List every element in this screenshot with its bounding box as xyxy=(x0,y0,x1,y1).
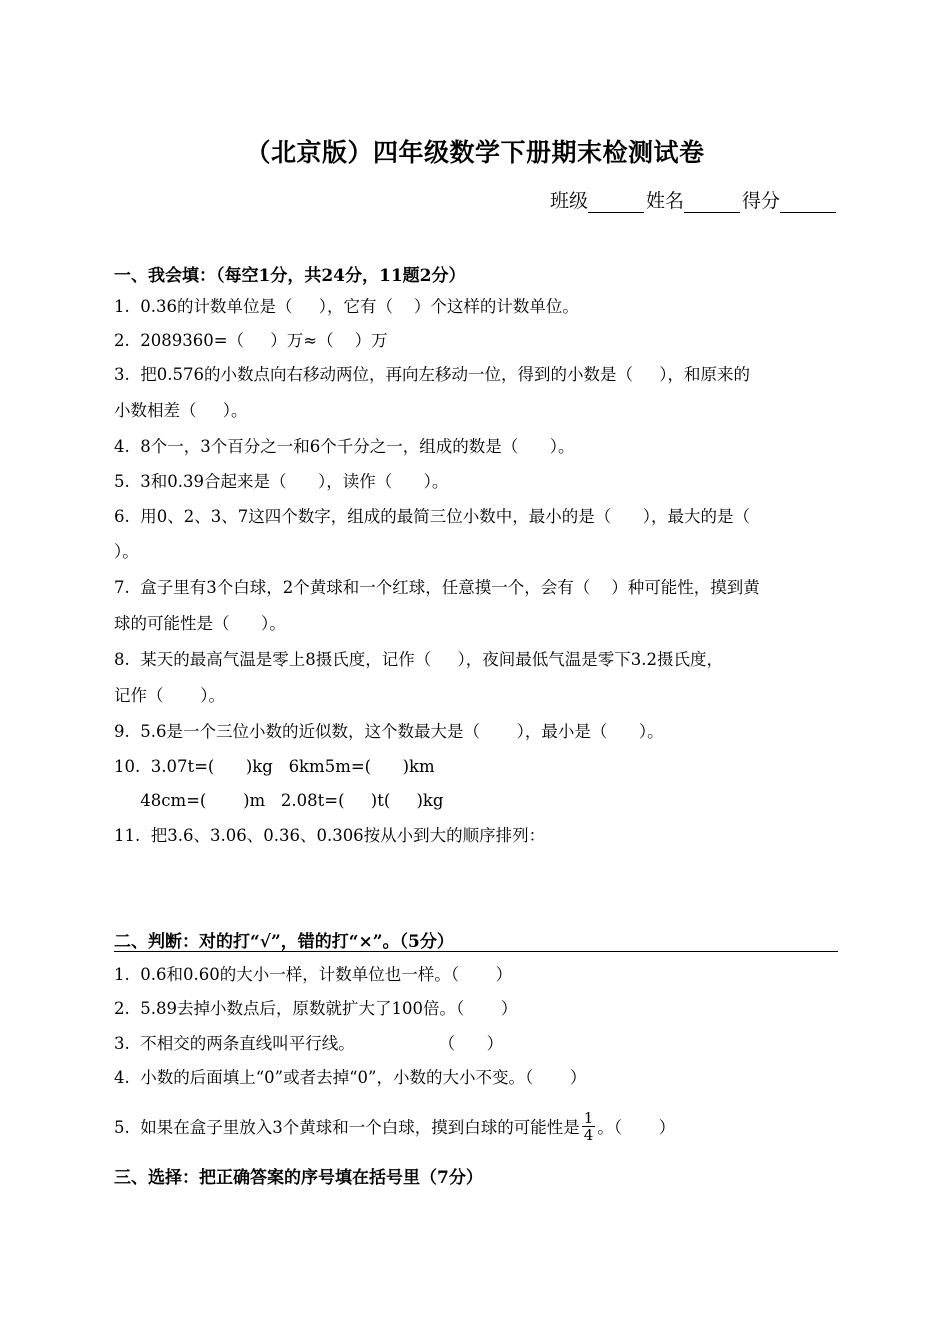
fraction-denominator: 4 xyxy=(583,1126,594,1144)
fill-q5: 5. 3和0.39合起来是（ ），读作（ ）。 xyxy=(114,472,449,491)
name-blank xyxy=(684,192,740,213)
fill-q6: 6. 用0、2、3、7这四个数字，组成的最简三位小数中，最小的是（ ），最大的是（ xyxy=(114,507,750,526)
fill-q8-cont: 记作（ ）。 xyxy=(114,686,225,705)
class-blank xyxy=(588,192,644,213)
fill-q10-cont: 48cm=( )m 2.08t=( )t( )kg xyxy=(114,791,444,810)
fraction xyxy=(582,1110,596,1143)
class-label: 班级 xyxy=(549,190,588,212)
judge-q5-text: 5. 如果在盒子里放入3个黄球和一个白球，摸到白球的可能性是 xyxy=(114,1118,580,1137)
judge-q1: 1. 0.6和0.60的大小一样，计数单位也一样。（ ） xyxy=(114,965,513,984)
fill-q7-cont: 球的可能性是（ ）。 xyxy=(114,614,286,633)
fill-q9: 9. 5.6是一个三位小数的近似数，这个数最大是（ ），最小是（ ）。 xyxy=(114,722,664,741)
fraction-numerator: 1 xyxy=(583,1109,594,1127)
section-fill-in-heading: 一、我会填：（每空1分，共24分，11题2分） xyxy=(114,266,466,286)
fill-q3: 3. 把0.576的小数点向右移动两位，再向左移动一位，得到的小数是（ ），和原来的 xyxy=(114,365,750,384)
judge-q5 xyxy=(114,1109,676,1145)
fill-q11: 11. 把3.6、3.06、0.36、0.306按从小到大的顺序排列： xyxy=(114,826,546,845)
fill-q7: 7. 盒子里有3个白球，2个黄球和一个红球，任意摸一个，会有（ ）种可能性，摸到黄 xyxy=(114,578,760,597)
fill-q8: 8. 某天的最高气温是零上8摄氏度，记作（ ），夜间最低气温是零下3.2摄氏度， xyxy=(114,650,723,669)
section-choice-heading: 三、选择：把正确答案的序号填在括号里（7分） xyxy=(114,1168,483,1188)
fill-q10: 10. 3.07t=( )kg 6km5m=( )km xyxy=(114,757,435,776)
fill-q1: 1. 0.36的计数单位是（ ），它有（ ）个这样的计数单位。 xyxy=(114,297,579,316)
section-divider xyxy=(114,951,838,952)
fill-q2: 2. 2089360=（ ）万≈（ ）万 xyxy=(114,331,388,350)
page-title: （北京版）四年级数学下册期末检测试卷 xyxy=(245,138,705,167)
section-judge-heading: 二、判断：对的打“√”，错的打“×”。（5分） xyxy=(114,932,454,952)
score-blank xyxy=(780,192,836,213)
fill-q4: 4. 8个一，3个百分之一和6个千分之一，组成的数是（ ）。 xyxy=(114,437,575,456)
judge-q3: 3. 不相交的两条直线叫平行线。 （ ） xyxy=(114,1034,504,1053)
judge-q5-tail: 。（ ） xyxy=(597,1118,676,1137)
judge-q4: 4. 小数的后面填上“0”或者去掉“0”，小数的大小不变。（ ） xyxy=(114,1068,587,1087)
fill-q6-cont: ）。 xyxy=(114,542,139,561)
fill-q3-cont: 小数相差（ ）。 xyxy=(114,401,248,420)
student-info xyxy=(550,186,838,213)
judge-q2: 2. 5.89去掉小数点后，原数就扩大了100倍。（ ） xyxy=(114,999,518,1018)
score-label: 得分 xyxy=(741,190,780,212)
name-label: 姓名 xyxy=(645,190,684,212)
